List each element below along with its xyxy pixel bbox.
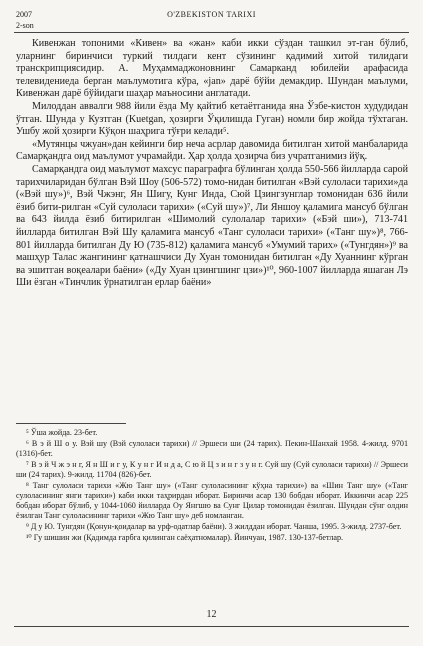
footnote-7: ⁷ В э й Ч ж э н г, Я н Ш и г у, К у н г И н д а, С ю й Ц з и н г з у н г. Суй шу (Суй сулоласи тарихи) // Эршеси ши (24 тарих). 9-жилд. 11704 (826)-бет. [16, 459, 408, 479]
header-journal-title: O'ZBEKISTON TARIXI [167, 10, 256, 19]
footnote-8: ⁸ Танг сулоласи тарихи «Жю Танг шу» («Танг сулоласининг кўҳна тарихи») ва «Шин Танг шу» («Танг сулоласининг янги тарихи») каби икки таҳрирдан иборат. Биринчи асар 130 бобдан иборат. Иккинчи асар 225 бобдан иборат бўлиб, у 1044-1060 йилларда Оу Янгшю ва Сунг Цилар томонидан ёзилган. Шундан сўнг олдин ёзилган Танг сулоласининг тарихи «Жю Танг шу» деб номланган. [16, 480, 408, 521]
footnote-10: ¹⁰ Гу шишин жи (Қадимда ғарбга қилинган саёҳатномалар). Йинчуан, 1987. 130-137-бетлар. [26, 532, 344, 542]
paragraph-4: Самарқандга оид маълумот махсус параграфга бўлинган ҳолда 550-566 йилларда сарой тарихчиларидан бўлган Вэй Шоу (506-572) томо-нидан битилган «Вэй сулоласи тарихи»да («Вэй шу»)⁶, Вэй Чжэнг, Ян Шигу, Кунг Инда, Сюй Цзингзунглар томонидан 636 йили ёзиб бити-рилган «Суй сулоласи тарихи» («Суй шу»)⁷, Ли Яншоу қаламига мансуб бўлган ва 643 йилда ёзиб битирилган «Шимолий сулолалар тарихи» («Бэй ши»), 713-741 йилларда битилган Вэй Шу қаламига мансуб «Танг сулоласи тарихи» («Танг шу»)⁸, 766-801 йилларда битилган Ду Ю (735-812) қаламига мансуб «Умумий тарих» («Тунгдян»)⁹ ва машҳур Талас жангининг қатнашчиси Ду Хуан томонидан битилган «Ду Хуаннинг кўрган ва эшитган воқеалари баёни» («Ду Хуан цзингшинг цзи»)¹⁰, 960-1007 йилларда яшаган Лэ Ши ёзган «Тинчлик ўрнатилган ерлар баёни» [16, 163, 409, 289]
paragraph-2: Милоддан аввалги 988 йили ёзда Му қайтиб кетаётганида яна Ўзбе-кистон худудидан ўтган. Шунда у Кузтган (Kuetgan, ҳозирги Ўқилишда Гуган) номли бир жойда тўхтаган. Ушбу жой ҳозирги Кўқон шаҳрига тўғри келади⁵. [16, 100, 408, 138]
footer-rule [14, 626, 409, 627]
footnote-9: ⁹ Д у Ю. Тунгдян (Қонун-қоидалар ва урф-одатлар баёни). 3 жилддан иборат. Чанша, 1995. 3-жилд. 2737-бет. [26, 521, 402, 531]
footnote-6: ⁶ В э й Ш о у. Вэй шу (Вэй сулоласи тарихи) // Эршеси ши (24 тарих). Пекин-Шанхай 1958. 4-жилд. 9701 (1316)-бет. [16, 438, 408, 458]
footnotes [16, 428, 408, 543]
page-number: 12 [206, 609, 217, 620]
footnote-rule [16, 423, 126, 424]
paragraph-1: Кивенжан топоними «Кивен» ва «жан» каби икки сўздан ташкил эт-ган бўлиб, уларнинг биринчиси туркий тилдаги кент сўзининг қадимий хитой тилидаги транскрипциясидир. А. Муҳаммаджоновнинг Самарканд юбилейи арафасида телевидениеда берган маълумотига кўра, «jan» дарё бўйи демакдир. Шундан маълуми, Кивенжан дарё бўйидаги шаҳар маъносини англатади. [16, 38, 408, 100]
header-year: 2007 [16, 10, 32, 19]
article-body [16, 38, 408, 290]
header-issue: 2-son [16, 21, 34, 30]
footnote-5: ⁵ Ўша жойда. 23-бет. [26, 428, 98, 437]
paragraph-3: «Мутянцы чжуан»дан кейинги бир неча асрлар давомида битилган хитой манбаларида Самарқандга оид маълумот учрамайди. Ҳар ҳолда ҳозирча биз учратганимиз йўқ. [16, 138, 408, 163]
header-rule [14, 32, 409, 33]
